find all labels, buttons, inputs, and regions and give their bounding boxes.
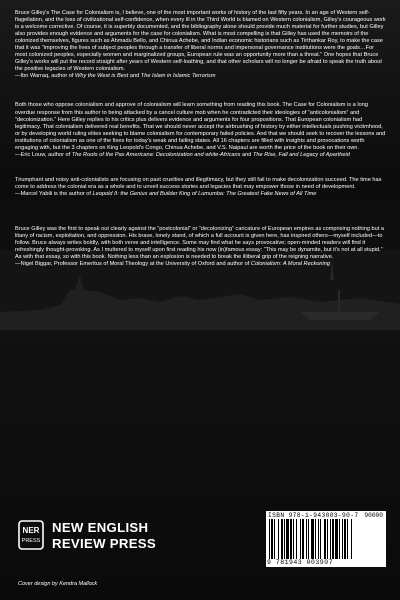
publisher-name-line: NEW ENGLISH xyxy=(52,520,149,535)
book-title: Colonialism: A Moral Reckoning xyxy=(250,261,331,268)
barcode-stripe xyxy=(293,519,294,559)
attribution-text: and xyxy=(128,73,141,80)
barcode-stripe xyxy=(284,519,285,559)
endorsements xyxy=(15,10,387,276)
attribution-text: —Marcel Yabili is the author of xyxy=(15,190,93,197)
blurb-3 xyxy=(15,177,387,198)
barcode-stripe xyxy=(311,519,314,559)
barcode-stripe xyxy=(306,519,307,559)
barcode-stripe xyxy=(302,519,304,559)
blurb-body: Both those who oppose colonialism and approve of colonialism will learn something from reading this book. The Case for Colonialism is a long overdue response from this author to being attacked by a cancel culture mob when he contradicted their ideologies of “anticolonialism” and “decolonization.” Here Gilley replies to his critics plus delivers evidence and arguments for four propositions. That European colonialism had legitimacy. That colonialism delivered real benefits. That we should never accept the airbrushing of history by either intellectuals pushing victimhood, or by developing world ruling elites seeking to blame colonialism for contemporary failed policies. And that we should seek to recover the lessons and institutions of colonialism as one of the fixes for today's weak and failing states. All 16 chapters are filled with insights and provocations worth engaging with, but the 3 chapters on King Leopold's Congo, Chinua Achebe, and V.S. Naipaul are worth the price of the book on their own. xyxy=(15,102,386,151)
barcode-stripe xyxy=(335,519,338,559)
book-title: The Roots of the Pax Americana: Decolonization and white-Africans xyxy=(71,151,241,158)
barcode-stripe xyxy=(296,519,297,559)
barcode-stripe xyxy=(286,519,289,559)
book-title: The Rise, Fall and Legacy of Apartheid xyxy=(252,151,350,158)
barcode-stripe xyxy=(300,519,301,559)
barcode-stripe xyxy=(324,519,326,559)
blurb-attribution xyxy=(15,152,387,159)
publisher-logo xyxy=(18,520,44,550)
blurb-body: Bruce Gilley was the first to speak out clearly against the “postcolonial” or “decolonizing” caricature of European empires as comprising nothing but a litany of racism, exploitation, and oppression. His brave, lonely stand, of which a full account is given here, has inspired others—myself included—to follow. Bruce always writes boldly, with both verve and intelligence. Some may find what he says provocative; open-minded readers will find it refreshingly thought-provoking. As I muttered to myself upon first reading his now (in)famous essay: “This may be dynamite, but it's not at all stupid.” As with that essay, so with this book. Nothing less than an explosion is needed to break the illiberal grip of the reigning narrative. xyxy=(15,225,385,261)
book-title: Leopold II: the Genius and Builder King of Lumumba: The Greatest Fake News of All Time xyxy=(92,190,317,197)
blurb-attribution xyxy=(15,73,387,80)
barcode-number: 9 781943 003907 xyxy=(267,559,334,566)
svg-text:NER: NER xyxy=(22,526,40,535)
publisher-name xyxy=(52,520,156,552)
barcode-bars xyxy=(269,519,383,559)
barcode-stripe xyxy=(290,519,292,559)
blurb-4 xyxy=(15,226,387,268)
attribution-text: —Ibn Warraq, author of xyxy=(15,73,76,80)
barcode-stripe xyxy=(332,519,334,559)
cover-credit: Cover design by Kendra Mallock xyxy=(18,581,98,587)
barcode-stripe xyxy=(344,519,346,559)
barcode-stripe xyxy=(269,519,270,559)
blurb-attribution xyxy=(15,261,387,268)
isbn-label: ISBN 978-1-943003-90-7 xyxy=(268,512,359,519)
isbn-barcode xyxy=(266,511,386,567)
blurb-body: Triumphant and noisy anti-colonialists are focusing on past cruelties and illegitimacy, but they still fail to make decolonization succeed. The time has come to address the colonial era as a whole and to unveil success stories and legacies that may empower those in need of development. xyxy=(15,176,382,190)
attribution-text: and xyxy=(240,151,253,158)
price-code: 90000 xyxy=(364,512,383,519)
attribution-text: —Nigel Biggar, Professor Emeritus of Moral Theology at the University of Oxford and author of xyxy=(15,261,251,268)
svg-text:PRESS: PRESS xyxy=(21,538,41,544)
blurb-1 xyxy=(15,10,387,80)
blurb-attribution xyxy=(15,191,387,198)
barcode-stripe xyxy=(281,519,283,559)
barcode-stripe xyxy=(308,519,309,559)
barcode-stripe xyxy=(315,519,316,559)
barcode-stripe xyxy=(278,519,279,559)
publisher-block xyxy=(18,518,218,558)
barcode-stripe xyxy=(342,519,343,559)
blurb-body: Bruce Gilley's The Case for Colonialism is, I believe, one of the most important works of history of the last fifty years. In an age of Western self-flagellation, and the loss of civilizational self-confidence, when every ill in the Third World is blamed on Western colonialism, Gilley's courageous work is a welcome corrective. Of course, it is superbly documented, and the bibliography alone should provide much material for further studies, but Gilley also provides enough evidence and arguments for the case for colonialism. What is most compelling is that Gilley has used the memoirs of the colonized themselves, figures such as Ahmadu Bello, and Chinua Achebe, and Indian economic historians such as Tirthankar Roy, to make the case that it was “improving the lives of subject peoples through a transfer of liberal norms and impersonal governance institutions were the goals…For most colonized peoples, especially women and marginalized groups, European rule was an opportunity more than a threat.” One hopes that Bruce Gilley's works will put the record straight after years of Western self-loathing, and that other scholars will no longer be afraid to speak the truth about the positive legacies of Western colonialism. xyxy=(15,10,386,73)
publisher-name-line: REVIEW PRESS xyxy=(52,536,156,551)
barcode-stripe xyxy=(274,519,275,559)
book-title: Why the West is Best xyxy=(75,73,129,80)
book-title: The Islam in Islamic Terrorism xyxy=(140,73,216,80)
barcode-stripe xyxy=(318,519,319,559)
barcode-stripe xyxy=(271,519,273,559)
attribution-text: —Eric Louw, author of xyxy=(15,151,72,158)
blurb-2 xyxy=(15,102,387,158)
barcode-stripe xyxy=(320,519,321,559)
barcode-stripe xyxy=(347,519,348,559)
barcode-stripe xyxy=(330,519,331,559)
barcode-stripe xyxy=(327,519,328,559)
barcode-stripe xyxy=(339,519,340,559)
barcode-stripe xyxy=(351,519,352,559)
